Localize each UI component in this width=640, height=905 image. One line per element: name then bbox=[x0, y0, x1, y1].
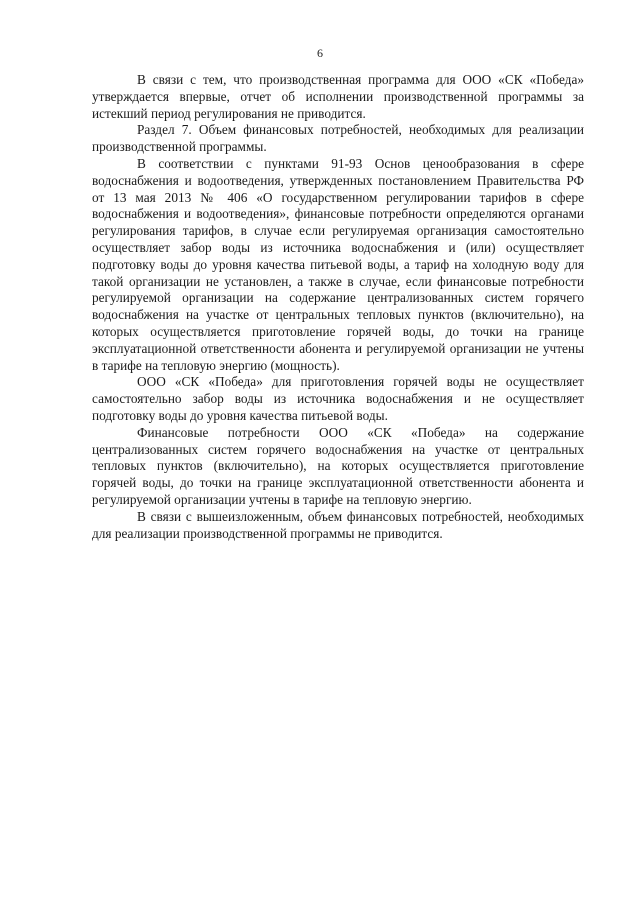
paragraph-financial-needs-in-tariff: Финансовые потребности ООО «СК «Победа» на содержание централизованных систем горячего водоснабжения на участке от центральных тепловых пунктов (включительно), на которых осуществляется приготовление горячей воды, до точки на границе эксплуатационной ответственности абонента и регулируемой организации учтены в тарифе на тепловую энергию. bbox=[92, 424, 584, 507]
paragraph-no-own-water-intake: ООО «СК «Победа» для приготовления горячей воды не осуществляет самостоятельно забор воды из источника водоснабжения и не осуществляет подготовку воды до уровня качества питьевой воды. bbox=[92, 374, 584, 423]
paragraph-legal-basis: В соответствии с пунктами 91-93 Основ ценообразования в сфере водоснабжения и водоотведения, утвержденных постановлением Правительства РФ от 13 мая 2013 № 406 «О государственном регулировании тарифов в сфере водоснабжения и водоотведения», финансовые потребности определяются органами регулирования тарифов, в случае если регулируемая организация самостоятельно осуществляет забор воды из источника водоснабжения и (или) осуществляет подготовку воды до уровня качества питьевой воды, а тариф на холодную воду для такой организации не установлен, а также в случае, если финансовые потребности регулируемой организации на содержание централизованных систем горячего водоснабжения на участке от центральных тепловых пунктов (включительно), на которых осуществляется приготовление горячей воды, до точки на границе эксплуатационной ответственности абонента и регулируемой организации не учтены в тарифе на тепловую энергию (мощность). bbox=[92, 155, 584, 373]
paragraph-conclusion: В связи с вышеизложенным, объем финансовых потребностей, необходимых для реализации производственной программы не приводится. bbox=[92, 508, 584, 541]
page-number: 6 bbox=[317, 46, 323, 60]
paragraph-report-not-provided: В связи с тем, что производственная программа для ООО «СК «Победа» утверждается впервые, отчет об исполнении производственной программы за истекший период регулирования не приводится. bbox=[92, 72, 584, 121]
document-body bbox=[92, 72, 584, 542]
paragraph-section-7-heading: Раздел 7. Объем финансовых потребностей, необходимых для реализации производственной программы. bbox=[92, 122, 584, 155]
